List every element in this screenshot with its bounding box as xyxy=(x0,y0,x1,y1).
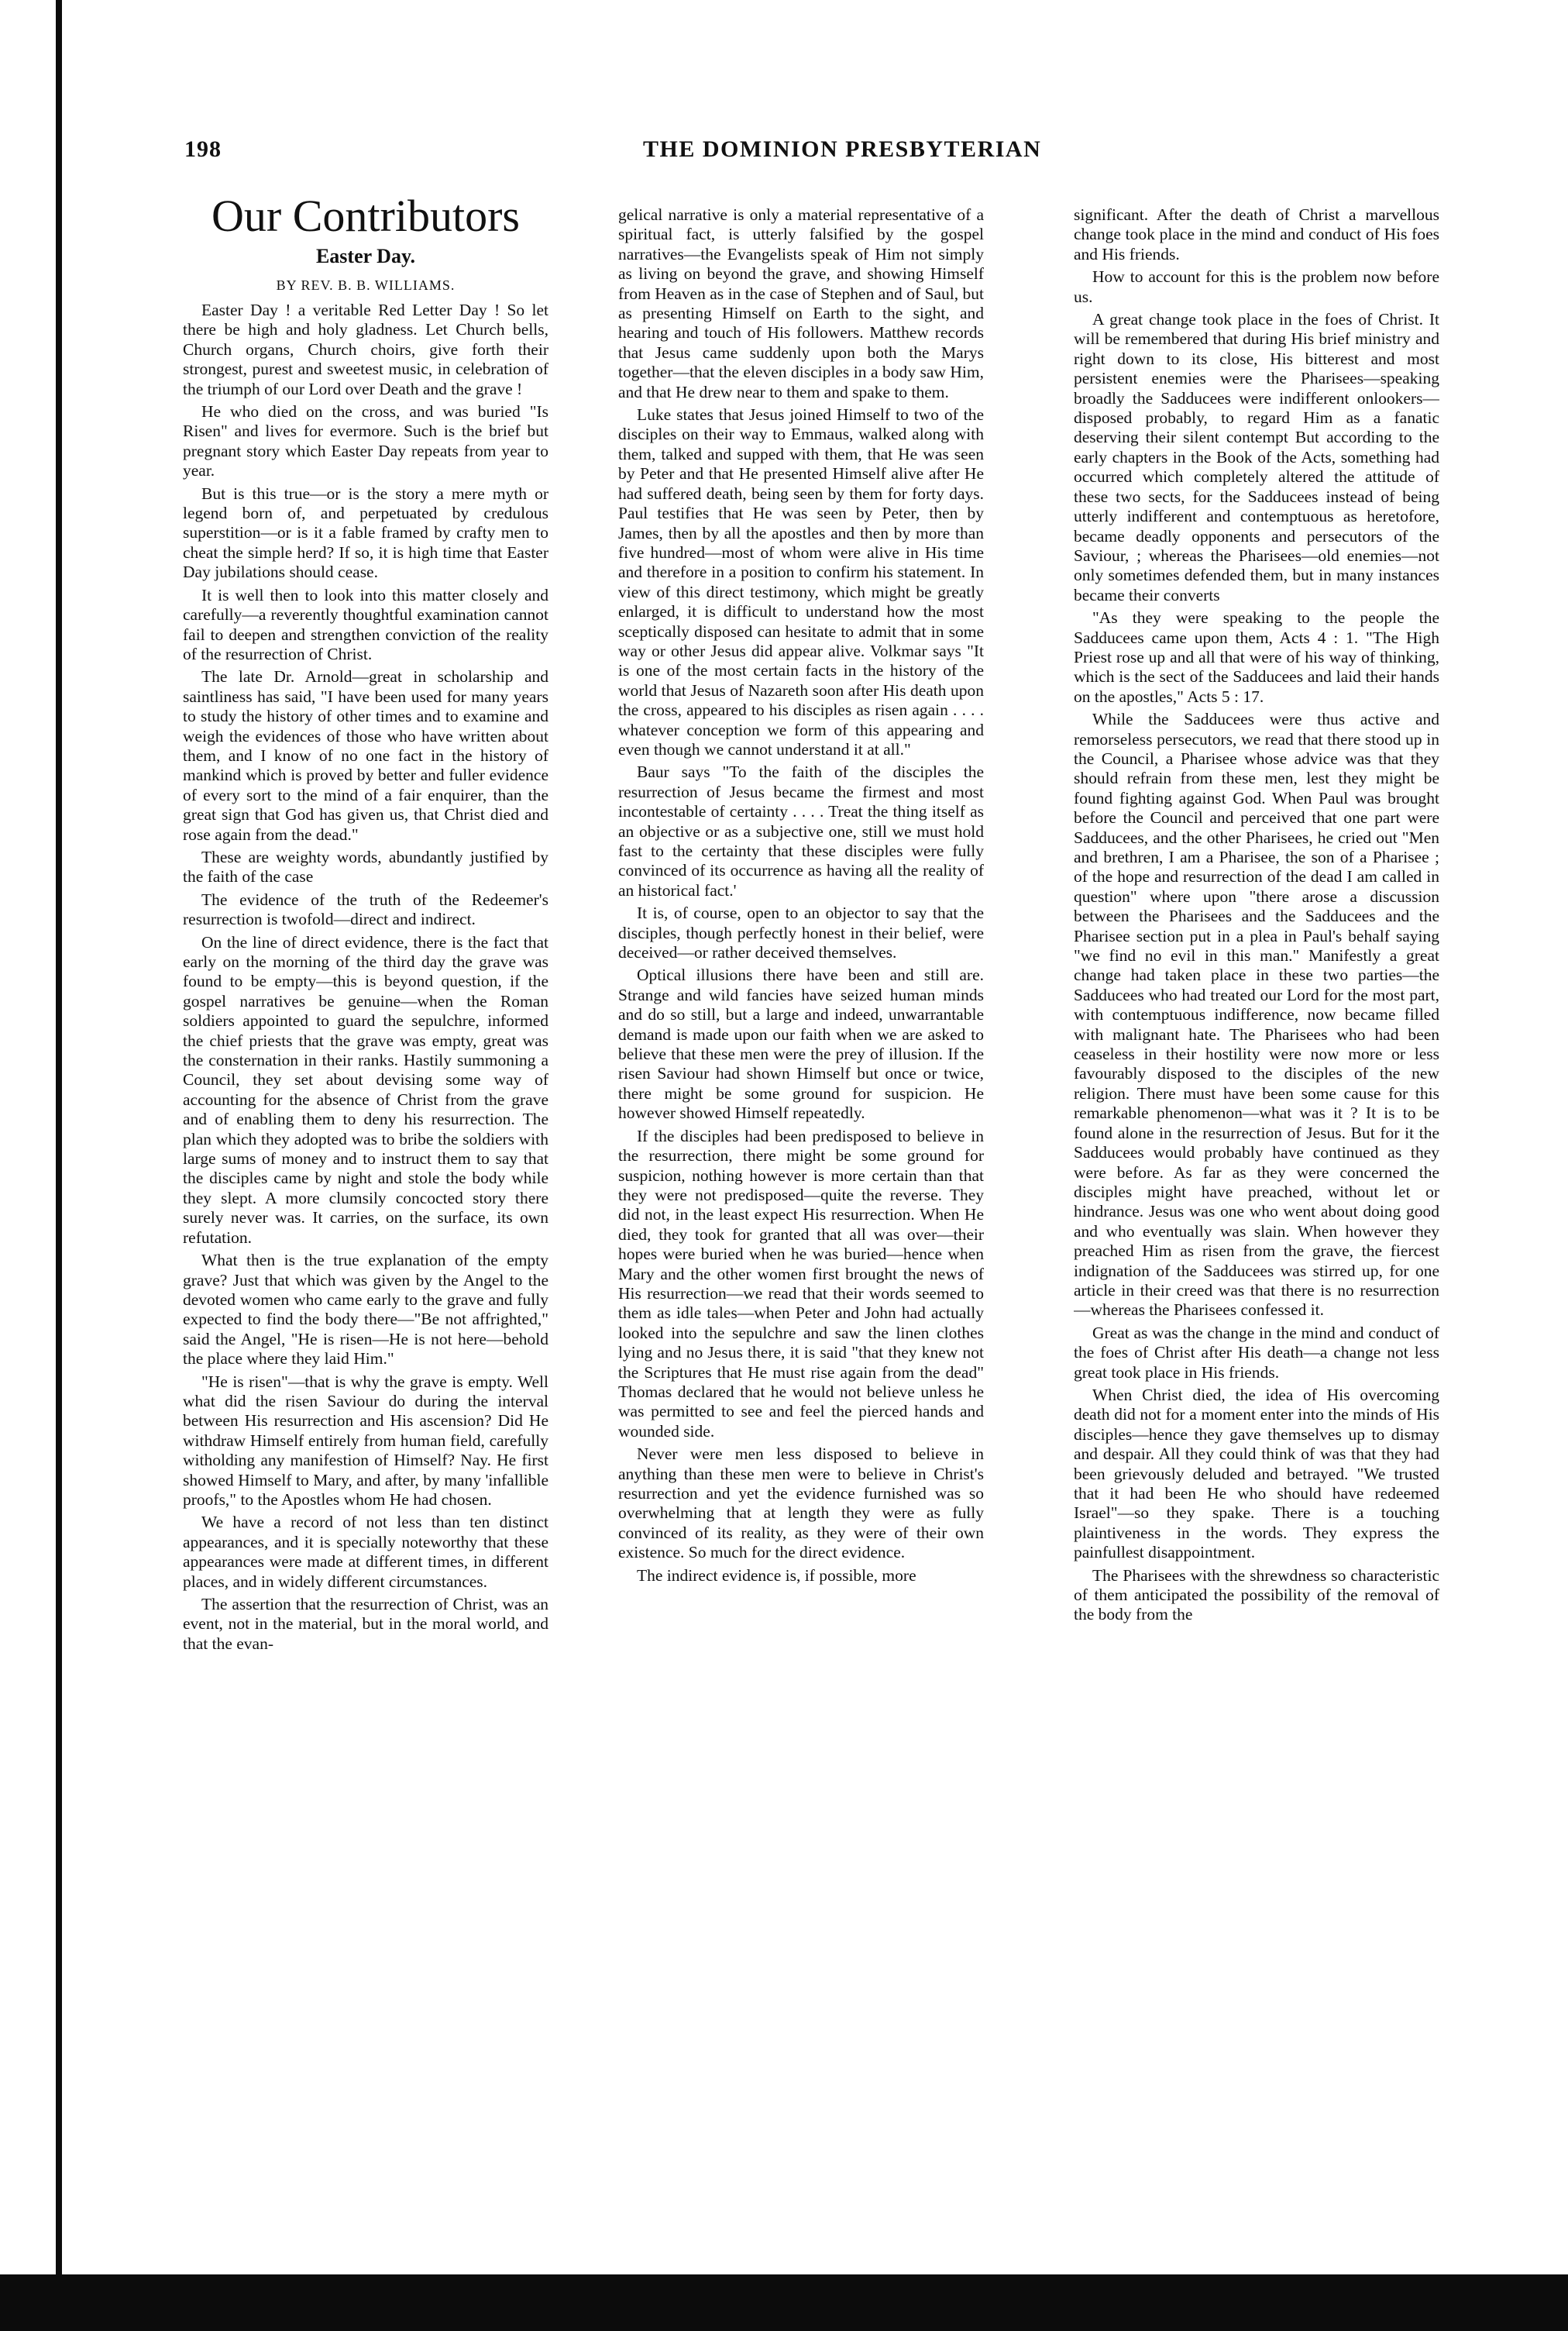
paragraph: Never were men less disposed to believe in anything than these men were to believe in Christ's resurrection and yet the evidence furnished was so overwhelming that at length they were as fully convinced of its reality, as they were of their own existence. So much for the direct evidence. xyxy=(618,1444,984,1562)
scan-border-left xyxy=(56,0,62,2274)
paragraph: Luke states that Jesus joined Himself to two of the disciples on their way to Emmaus, walked along with them, talked and supped with them, that He was seen by Peter and that He presented Himself alive after He had suffered death, being seen by them for forty days. Paul testifies that He was seen by Peter, then by James, then by all the apostles and then by more than five hundred—most of whom were alive in His time and therefore in a position to confirm his statement. In view of this direct testimony, which might be greatly enlarged, it is difficult to understand how the most sceptically disposed can hesitate to admit that in some way or other Jesus did appear alive. Volkmar says "It is one of the most certain facts in the history of the world that Jesus of Nazareth soon after His death upon the cross, appeared to his disciples as risen again . . . . whatever conception we form of this appearing and even though we cannot understand it at all." xyxy=(618,405,984,759)
paragraph: It is, of course, open to an objector to say that the disciples, though perfectly honest in their belief, were deceived—or rather deceived themselves. xyxy=(618,904,984,962)
paragraph: gelical narrative is only a material representative of a spiritual fact, is utterly falsified by the gospel narratives—the Evangelists speak of Him not simply as living on beyond the grave, and showing Himself from Heaven as in the case of Stephen and of Saul, but as presenting Himself on Earth to the sight, and hearing and touch of His followers. Matthew records that Jesus came suddenly upon both the Marys together—that the eleven disciples in a body saw Him, and that He drew near to them and spake to them. xyxy=(618,205,984,401)
paragraph: We have a record of not less than ten distinct appearances, and it is specially noteworthy that these appearances were made at different times, in different places, and in widely different circumstances. xyxy=(183,1513,548,1591)
article-title: Easter Day. xyxy=(315,245,416,267)
page-number: 198 xyxy=(184,136,222,162)
paragraph: On the line of direct evidence, there is the fact that early on the morning of the third day the grave was found to be empty—this is beyond question, if the gospel narratives be genuine—when the Roman soldiers appointed to guard the sepulchre, informed the chief priests that the grave was empty, great was the consternation in their ranks. Hastily summoning a Council, they set about devising some way of accounting for the absence of Christ from the grave and of enabling them to deny his resurrection. The plan which they adopted was to bribe the soldiers with large sums of money and to instruct them to say that the disciples came by night and stole the body while they slept. A more clumsily concocted story there surely never was. It carries, on the surface, its own refutation. xyxy=(183,932,548,1247)
paragraph: Easter Day ! a veritable Red Letter Day ! So let there be high and holy gladness. Let Church bells, Church organs, Church choirs, give forth their strongest, purest and sweetest music, in celebration of the triumph of our Lord over Death and the grave ! xyxy=(183,301,548,398)
paragraph: How to account for this is the problem now before us. xyxy=(1074,267,1439,306)
paragraph: While the Sadducees were thus active and remorseless persecutors, we read that there stood up in the Council, a Pharisee whose advice was that they should refrain from these men, lest they might be found fighting against God. When Paul was brought before the Council and perceived that one part were Sadducees, and the other Pharisees, he cried out "Men and brethren, I am a Pharisee, the son of a Pharisee ; of the hope and resurrection of the dead I am called in question" where upon "there arose a discussion between the Pharisees and the Sadducees and the Pharisee section put in a plea in Paul's behalf saying "we find no evil in this man." Manifestly a great change had taken place in these two parties—the Sadducees who had treated our Lord for the most part, with contemptuous indifference, now became filled with malignant hate. The Pharisees who had been ceaseless in their hostility were now more or less favourably disposed to the disciples of the new religion. There must have been some cause for this remarkable phenomenon—what was it ? It is to be found alone in the resurrection of Jesus. But for it the Sadducees would probably have continued as they were before. As far as they were concerned the disciples might have preached, without let or hindrance. Jesus was one who went about doing good and who eventually was slain. When however they preached Him as risen from the grave, the fiercest indignation of the Sadducees was stirred up, for one article in their creed was that there is no resurrection—whereas the Pharisees confessed it. xyxy=(1074,710,1439,1320)
paragraph: These are weighty words, abundantly justified by the faith of the case xyxy=(183,847,548,887)
paragraph: If the disciples had been predisposed to believe in the resurrection, there might be some ground for suspicion, nothing however is more certain than that they were not predisposed—quite the reverse. They did not, in the least expect His resurrection. When He died, they took for granted that all was over—their hopes were buried when he was buried—hence when Mary and the other women first brought the news of His resurrection—we read that their words seemed to them as idle tales—when Peter and John had actually looked into the sepulchre and saw the linen clothes lying and no Jesus there, it is said "that they knew not the Scriptures that He must rise again from the dead" Thomas declared that he would not believe unless he was permitted to see and feel the pierced hands and wounded side. xyxy=(618,1126,984,1441)
paragraph: What then is the true explanation of the empty grave? Just that which was given by the Angel to the devoted women who came early to the grave and fully expected to find the body there—"Be not affrighted," said the Angel, "He is risen—He is not here—behold the place where they laid Him." xyxy=(183,1251,548,1369)
paragraph: Optical illusions there have been and still are. Strange and wild fancies have seized human minds and do so still, but a large and indeed, unwarrantable demand is made upon our faith when we are asked to believe that these men were the prey of illusion. If the risen Saviour had shown Himself but once or twice, there might be some ground for suspicion. He however showed Himself repeatedly. xyxy=(618,966,984,1123)
scan-border-bottom xyxy=(0,2274,1568,2331)
paragraph: He who died on the cross, and was buried "Is Risen" and lives for evermore. Such is the brief but pregnant story which Easter Day repeats from year to year. xyxy=(183,402,548,480)
paragraph: The indirect evidence is, if possible, more xyxy=(637,1565,916,1585)
article-column-3 xyxy=(1074,205,1439,2274)
article-column-1 xyxy=(183,186,548,2255)
paragraph: It is well then to look into this matter closely and carefully—a reverently thoughtful examination cannot fail to deepen and strengthen conviction of the reality of the resurrection of Christ. xyxy=(183,585,548,663)
paragraph: "He is risen"—that is why the grave is empty. Well what did the risen Saviour do during the interval between His resurrection and His ascension? Did He withdraw Himself entirely from human field, carefully witholding any manifestion of Himself? Nay. He first showed Himself to Mary, and after, by many 'infallible proofs," to the Apostles whom He had chosen. xyxy=(183,1372,548,1509)
paragraph: Great as was the change in the mind and conduct of the foes of Christ after His death—a change not less great took place in His friends. xyxy=(1074,1323,1439,1382)
article-byline: BY REV. B. B. WILLIAMS. xyxy=(276,277,456,293)
paragraph: The late Dr. Arnold—great in scholarship and saintliness has said, "I have been used for many years to study the history of other times and to examine and weigh the evidences of those who have written about them, and I know of no one fact in the history of mankind which is proved by better and fuller evidence of every sort to the mind of a fair enquirer, than the great sign that God has given us, that Christ died and rose again from the dead." xyxy=(183,667,548,844)
section-heading: Our Contributors xyxy=(211,191,520,241)
paragraph: significant. After the death of Christ a marvellous change took place in the mind and conduct of His foes and His friends. xyxy=(1074,205,1439,263)
paragraph: "As they were speaking to the people the Sadducees came upon them, Acts 4 : 1. "The High Priest rose up and all that were of his way of thinking, which is the sect of the Sadducees and laid their hands on the apostles," Acts 5 : 17. xyxy=(1074,608,1439,706)
paragraph: The assertion that the resurrection of Christ, was an event, not in the material, but in the moral world, and that the evan- xyxy=(183,1595,548,1653)
paragraph: A great change took place in the foes of Christ. It will be remembered that during His brief ministry and right down to its close, His bitterest and most persistent enemies were the Pharisees—speaking broadly the Sadducees were indifferent onlookers—disposed probably, to regard Him as a fanatic deserving their silent contempt But according to the early chapters in the Book of the Acts, something had occurred which completely altered the attitude of these two sects, for the Sadducees instead of being utterly indifferent and contemptuous as heretofore, became deadly opponents and persecutors of the Saviour, ; whereas the Pharisees—old enemies—not only sometimes defended them, but in many instances became their converts xyxy=(1074,310,1439,604)
publication-title: THE DOMINION PRESBYTERIAN xyxy=(643,136,1042,162)
paragraph: When Christ died, the idea of His overcoming death did not for a moment enter into the minds of His disciples—hence they gave themselves up to dismay and despair. All they could think of was that they had been grievously deluded and betrayed. "We trusted that it had been He who should have redeemed Israel"—so they spake. There is a touching plaintiveness in the words. They express the painfullest disappointment. xyxy=(1074,1385,1439,1562)
paragraph: But is this true—or is the story a mere myth or legend born of, and perpetuated by credulous superstition—or is it a fable framed by crafty men to cheat the simple herd? If so, it is high time that Easter Day jubilations should cease. xyxy=(183,484,548,582)
article-column-2 xyxy=(618,205,984,2274)
paragraph: The Pharisees with the shrewdness so characteristic of them anticipated the possibility of the removal of the body from the xyxy=(1074,1565,1439,1624)
paragraph: The evidence of the truth of the Redeemer's resurrection is twofold—direct and indirect. xyxy=(183,890,548,929)
paragraph: Baur says "To the faith of the disciples the resurrection of Jesus became the firmest and most incontestable of certainty . . . . Treat the thing itself as an objective or as a subjective one, still we must hold fast to the certainty that these disciples were fully convinced of its occurrence as having all the reality of an historical fact.' xyxy=(618,763,984,900)
